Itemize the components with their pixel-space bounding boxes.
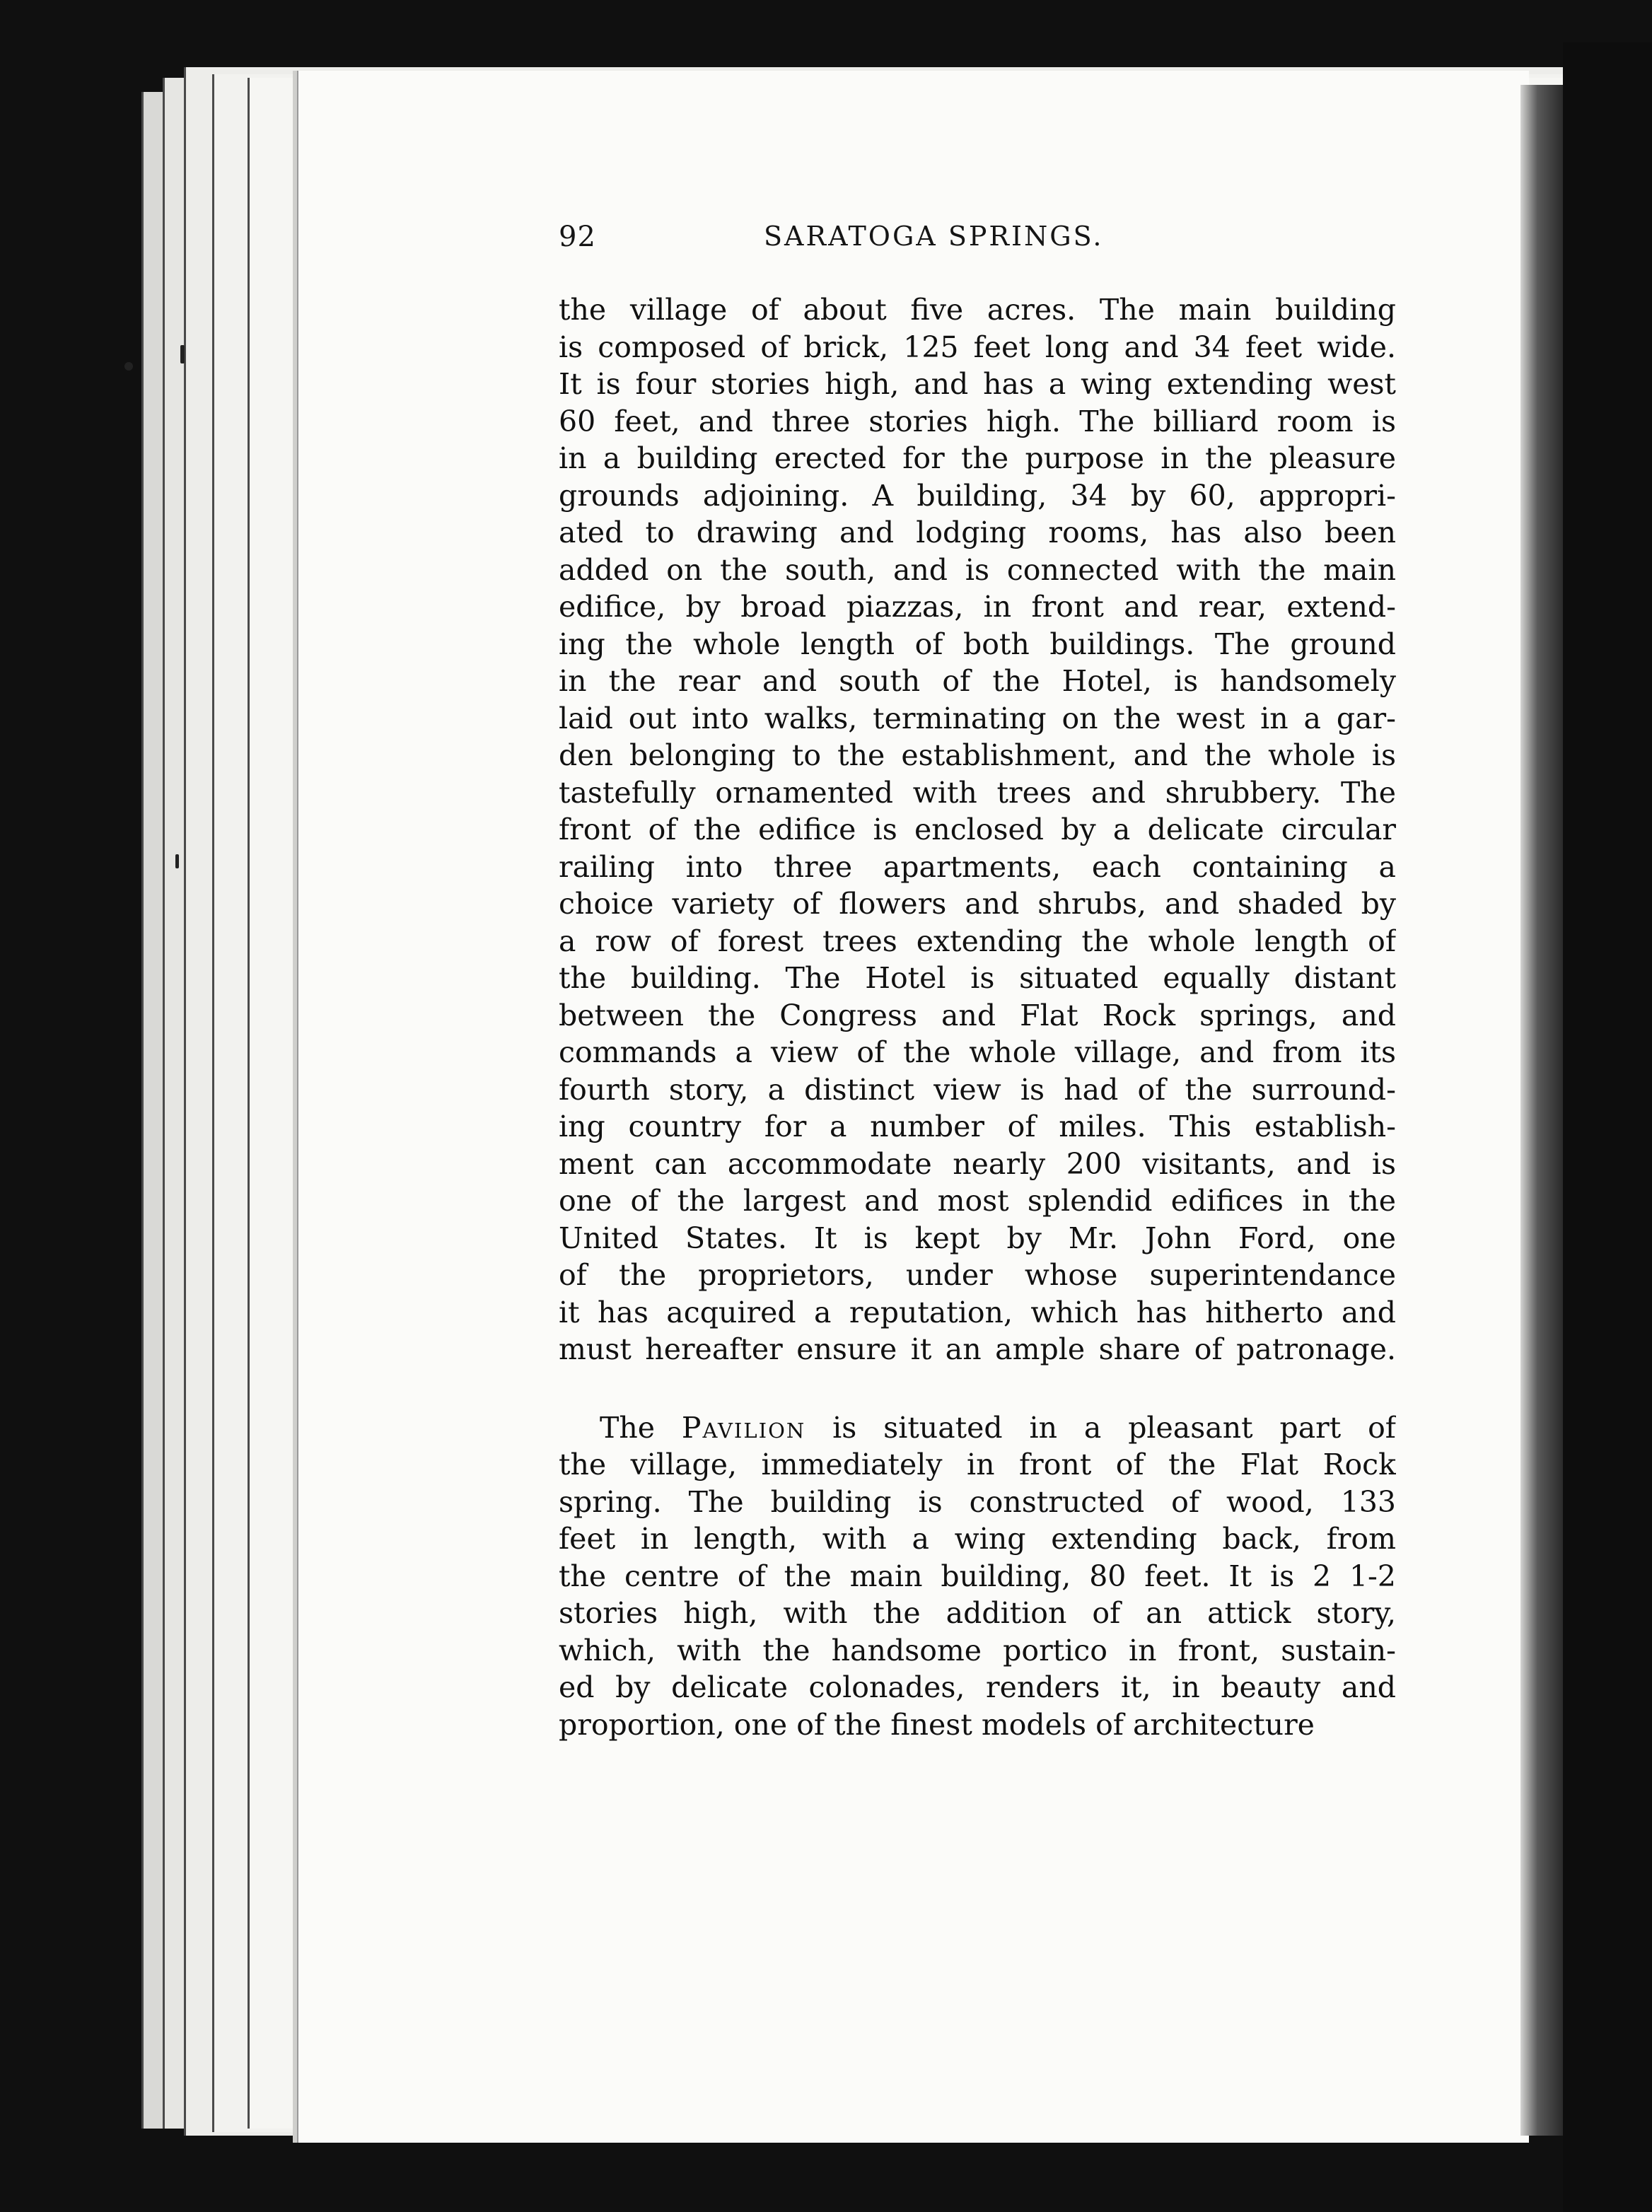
text-line: United States. It is kept by Mr. John Ford, one: [559, 1221, 1396, 1255]
page-gutter-shadow: [1520, 85, 1563, 2136]
pavilion-name: Pavilion: [681, 1410, 806, 1445]
book-spine: [1563, 42, 1652, 2212]
text-line: grounds adjoining. A building, 34 by 60, appropri-: [559, 478, 1396, 513]
text-line: must hereafter ensure it an ample share of patronage.: [559, 1332, 1396, 1366]
text-line: is composed of brick, 125 feet long and 34 feet wide.: [559, 330, 1396, 364]
text-line: ment can accommodate nearly 200 visitants, and is: [559, 1146, 1396, 1181]
paragraph-pavilion: [559, 1409, 1396, 1744]
text-line: added on the south, and is connected with the main: [559, 552, 1396, 587]
text-line: ing the whole length of both buildings. The ground: [559, 627, 1396, 661]
scan-speck: [175, 854, 179, 868]
text-line: the village, immediately in front of the Flat Rock: [559, 1448, 1396, 1482]
text-fragment: is situated in a pleasant part of: [832, 1410, 1396, 1445]
text-line: railing into three apartments, each containing a: [559, 849, 1396, 884]
text-line: between the Congress and Flat Rock springs, and: [559, 998, 1396, 1032]
text-line: ated to drawing and lodging rooms, has also been: [559, 516, 1396, 549]
page-body: [559, 291, 1396, 1743]
text-line: one of the largest and most splendid edifices in the: [559, 1184, 1396, 1218]
text-line: [559, 1409, 1396, 1447]
text-line: proportion, one of the finest models of architecture: [559, 1707, 1315, 1742]
page-header: [559, 221, 1393, 263]
text-line: ing country for a number of miles. This establish-: [559, 1110, 1396, 1143]
text-line: den belonging to the establishment, and the whole is: [559, 738, 1396, 772]
text-line: tastefully ornamented with trees and shrubbery. The: [559, 775, 1396, 810]
text-line: which, with the handsome portico in front, sustain-: [559, 1633, 1396, 1667]
paragraph-gap: [559, 1368, 1396, 1409]
text-line: in the rear and south of the Hotel, is handsomely: [559, 664, 1396, 698]
text-line: a row of forest trees extending the whole length of: [559, 924, 1396, 958]
text-line: 60 feet, and three stories high. The billiard room is: [559, 404, 1396, 438]
text-line: ed by delicate colonades, renders it, in beauty and: [559, 1670, 1396, 1704]
paragraph-lead-word: The: [600, 1410, 656, 1445]
text-line: edifice, by broad piazzas, in front and rear, extend-: [559, 590, 1396, 624]
paragraph-hotel: [559, 291, 1396, 1368]
text-line: the building. The Hotel is situated equally distant: [559, 961, 1396, 995]
text-line: it has acquired a reputation, which has hitherto and: [559, 1295, 1396, 1329]
scan-speck: [180, 345, 185, 363]
text-line: laid out into walks, terminating on the west in a gar-: [559, 701, 1396, 735]
text-line: feet in length, with a wing extending back, from: [559, 1522, 1396, 1556]
text-line: stories high, with the addition of an attick story,: [559, 1596, 1396, 1630]
text-line: choice variety of flowers and shrubs, and shaded by: [559, 887, 1396, 921]
page-number: 92: [559, 221, 596, 253]
text-line: It is four stories high, and has a wing extending west: [559, 367, 1396, 401]
text-line: front of the edifice is enclosed by a delicate circular: [559, 813, 1396, 846]
text-line: the village of about five acres. The main building: [559, 293, 1396, 327]
text-line: of the proprietors, under whose superintendance: [559, 1258, 1396, 1292]
running-head: SARATOGA SPRINGS.: [764, 221, 1104, 252]
text-line: spring. The building is constructed of wood, 133: [559, 1484, 1396, 1519]
text-line: fourth story, a distinct view is had of the surround-: [559, 1072, 1396, 1107]
text-line: commands a view of the whole village, and from its: [559, 1035, 1396, 1069]
text-line: in a building erected for the purpose in the pleasure: [559, 441, 1396, 475]
scan-speck: [124, 362, 133, 371]
text-line: the centre of the main building, 80 feet. It is 2 1-2: [559, 1559, 1396, 1593]
